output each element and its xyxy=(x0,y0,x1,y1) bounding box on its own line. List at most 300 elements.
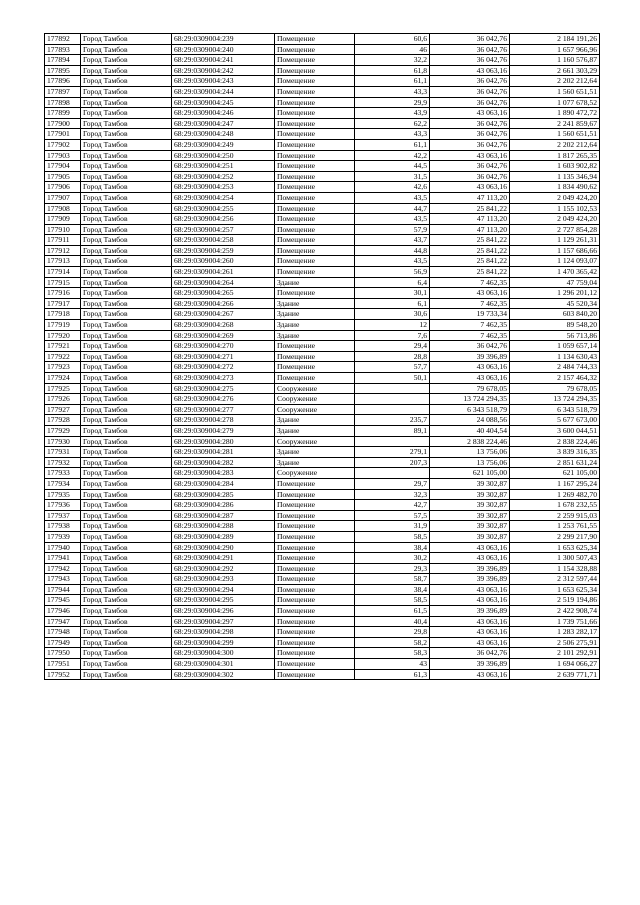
cell-area: 43,3 xyxy=(355,129,430,140)
cell-type: Помещение xyxy=(275,351,355,362)
cell-city: Город Тамбов xyxy=(81,521,172,532)
table-row xyxy=(45,447,600,458)
cell-cadastral: 68:29:0309004:249 xyxy=(172,139,275,150)
table-row xyxy=(45,468,600,479)
cell-cadastral: 68:29:0309004:266 xyxy=(172,298,275,309)
cell-area: 38,4 xyxy=(355,584,430,595)
cell-total: 1 135 346,94 xyxy=(510,171,600,182)
cell-city: Город Тамбов xyxy=(81,192,172,203)
cell-id: 177905 xyxy=(45,171,81,182)
cell-type: Помещение xyxy=(275,65,355,76)
cell-id: 177917 xyxy=(45,298,81,309)
table-row xyxy=(45,383,600,394)
cell-area: 43 xyxy=(355,659,430,670)
cell-total: 2 506 275,91 xyxy=(510,637,600,648)
cell-city: Город Тамбов xyxy=(81,277,172,288)
cell-total: 1 077 678,52 xyxy=(510,97,600,108)
cell-area: 58,7 xyxy=(355,574,430,585)
cell-cadastral: 68:29:0309004:290 xyxy=(172,542,275,553)
table-row xyxy=(45,637,600,648)
cell-price: 39 396,89 xyxy=(430,563,510,574)
table-row xyxy=(45,309,600,320)
table-row xyxy=(45,394,600,405)
table-row xyxy=(45,245,600,256)
cell-cadastral: 68:29:0309004:287 xyxy=(172,510,275,521)
cell-city: Город Тамбов xyxy=(81,659,172,670)
cell-city: Город Тамбов xyxy=(81,320,172,331)
cell-id: 177927 xyxy=(45,404,81,415)
cell-city: Город Тамбов xyxy=(81,150,172,161)
cell-price: 25 841,22 xyxy=(430,203,510,214)
cell-price: 79 678,05 xyxy=(430,383,510,394)
table-row xyxy=(45,224,600,235)
cell-total: 1 124 093,07 xyxy=(510,256,600,267)
cell-total: 1 134 630,43 xyxy=(510,351,600,362)
cell-cadastral: 68:29:0309004:243 xyxy=(172,76,275,87)
cell-cadastral: 68:29:0309004:239 xyxy=(172,34,275,45)
cell-id: 177909 xyxy=(45,214,81,225)
cell-type: Помещение xyxy=(275,648,355,659)
cell-price: 39 302,87 xyxy=(430,521,510,532)
table-row xyxy=(45,320,600,331)
table-row xyxy=(45,362,600,373)
cell-total: 2 422 908,74 xyxy=(510,606,600,617)
cell-total: 2 184 191,26 xyxy=(510,34,600,45)
cell-price: 43 063,16 xyxy=(430,373,510,384)
cell-price: 43 063,16 xyxy=(430,65,510,76)
cell-price: 36 042,76 xyxy=(430,171,510,182)
cell-id: 177901 xyxy=(45,129,81,140)
cell-id: 177923 xyxy=(45,362,81,373)
cell-price: 43 063,16 xyxy=(430,288,510,299)
cell-cadastral: 68:29:0309004:256 xyxy=(172,214,275,225)
cell-total: 1 155 102,53 xyxy=(510,203,600,214)
cell-type: Помещение xyxy=(275,76,355,87)
cell-price: 25 841,22 xyxy=(430,256,510,267)
cell-type: Помещение xyxy=(275,669,355,680)
cell-total: 1 834 490,62 xyxy=(510,182,600,193)
cell-cadastral: 68:29:0309004:294 xyxy=(172,584,275,595)
cell-total: 2 484 744,33 xyxy=(510,362,600,373)
cell-cadastral: 68:29:0309004:298 xyxy=(172,627,275,638)
cell-price: 36 042,76 xyxy=(430,55,510,66)
cell-cadastral: 68:29:0309004:260 xyxy=(172,256,275,267)
cell-total: 2 838 224,46 xyxy=(510,436,600,447)
table-row xyxy=(45,298,600,309)
cell-total: 1 059 657,14 xyxy=(510,341,600,352)
cell-type: Помещение xyxy=(275,245,355,256)
cell-price: 25 841,22 xyxy=(430,245,510,256)
cell-city: Город Тамбов xyxy=(81,574,172,585)
cell-city: Город Тамбов xyxy=(81,383,172,394)
cell-price: 36 042,76 xyxy=(430,44,510,55)
cell-cadastral: 68:29:0309004:240 xyxy=(172,44,275,55)
cell-cadastral: 68:29:0309004:280 xyxy=(172,436,275,447)
cell-total: 2 519 194,86 xyxy=(510,595,600,606)
cell-id: 177943 xyxy=(45,574,81,585)
cell-city: Город Тамбов xyxy=(81,627,172,638)
cell-total: 1 283 282,17 xyxy=(510,627,600,638)
cell-type: Сооружение xyxy=(275,404,355,415)
cell-price: 2 838 224,46 xyxy=(430,436,510,447)
cell-price: 43 063,16 xyxy=(430,584,510,595)
cell-cadastral: 68:29:0309004:261 xyxy=(172,267,275,278)
cell-area: 42,7 xyxy=(355,500,430,511)
cell-id: 177907 xyxy=(45,192,81,203)
cell-price: 39 302,87 xyxy=(430,531,510,542)
cell-id: 177902 xyxy=(45,139,81,150)
cell-id: 177926 xyxy=(45,394,81,405)
table-row xyxy=(45,425,600,436)
cell-total: 2 157 464,32 xyxy=(510,373,600,384)
cell-id: 177911 xyxy=(45,235,81,246)
cell-area: 29,8 xyxy=(355,627,430,638)
cell-total: 1 300 507,43 xyxy=(510,553,600,564)
cell-total: 1 160 576,87 xyxy=(510,55,600,66)
cell-type: Здание xyxy=(275,330,355,341)
cell-cadastral: 68:29:0309004:297 xyxy=(172,616,275,627)
cell-id: 177939 xyxy=(45,531,81,542)
table-row xyxy=(45,171,600,182)
cell-type: Помещение xyxy=(275,341,355,352)
cell-price: 47 113,20 xyxy=(430,224,510,235)
cell-price: 43 063,16 xyxy=(430,542,510,553)
cell-city: Город Тамбов xyxy=(81,235,172,246)
cell-city: Город Тамбов xyxy=(81,224,172,235)
cell-city: Город Тамбов xyxy=(81,309,172,320)
cell-area: 58,3 xyxy=(355,648,430,659)
table-row xyxy=(45,330,600,341)
cell-cadastral: 68:29:0309004:271 xyxy=(172,351,275,362)
cell-id: 177941 xyxy=(45,553,81,564)
cell-city: Город Тамбов xyxy=(81,288,172,299)
table-row xyxy=(45,65,600,76)
cell-type: Помещение xyxy=(275,129,355,140)
table-row xyxy=(45,129,600,140)
cell-id: 177934 xyxy=(45,478,81,489)
cell-area: 235,7 xyxy=(355,415,430,426)
cell-price: 43 063,16 xyxy=(430,669,510,680)
cell-total: 5 677 673,00 xyxy=(510,415,600,426)
cell-type: Здание xyxy=(275,298,355,309)
cell-cadastral: 68:29:0309004:252 xyxy=(172,171,275,182)
cell-price: 36 042,76 xyxy=(430,97,510,108)
cell-total: 2 101 292,91 xyxy=(510,648,600,659)
cell-area: 30,1 xyxy=(355,288,430,299)
cell-city: Город Тамбов xyxy=(81,108,172,119)
cell-id: 177938 xyxy=(45,521,81,532)
cell-type: Помещение xyxy=(275,214,355,225)
cell-price: 43 063,16 xyxy=(430,553,510,564)
cell-cadastral: 68:29:0309004:250 xyxy=(172,150,275,161)
cell-cadastral: 68:29:0309004:246 xyxy=(172,108,275,119)
cell-id: 177936 xyxy=(45,500,81,511)
cell-total: 3 600 044,51 xyxy=(510,425,600,436)
cell-cadastral: 68:29:0309004:272 xyxy=(172,362,275,373)
cell-price: 13 724 294,35 xyxy=(430,394,510,405)
cell-id: 177922 xyxy=(45,351,81,362)
cell-id: 177897 xyxy=(45,86,81,97)
cell-type: Помещение xyxy=(275,108,355,119)
cell-type: Здание xyxy=(275,425,355,436)
cell-city: Город Тамбов xyxy=(81,65,172,76)
cell-total: 79 678,05 xyxy=(510,383,600,394)
table-row xyxy=(45,34,600,45)
cell-total: 1 694 066,27 xyxy=(510,659,600,670)
cell-city: Город Тамбов xyxy=(81,457,172,468)
cell-area xyxy=(355,468,430,479)
cell-id: 177920 xyxy=(45,330,81,341)
cell-area: 43,5 xyxy=(355,192,430,203)
cell-price: 39 396,89 xyxy=(430,574,510,585)
cell-id: 177925 xyxy=(45,383,81,394)
cell-type: Здание xyxy=(275,320,355,331)
cell-type: Помещение xyxy=(275,86,355,97)
cell-area: 43,3 xyxy=(355,86,430,97)
cell-total: 2 049 424,20 xyxy=(510,214,600,225)
cell-city: Город Тамбов xyxy=(81,118,172,129)
cell-type: Помещение xyxy=(275,521,355,532)
cell-price: 43 063,16 xyxy=(430,616,510,627)
cell-total: 1 269 482,70 xyxy=(510,489,600,500)
cell-cadastral: 68:29:0309004:268 xyxy=(172,320,275,331)
table-row xyxy=(45,510,600,521)
cell-id: 177906 xyxy=(45,182,81,193)
cell-price: 43 063,16 xyxy=(430,108,510,119)
cell-price: 47 113,20 xyxy=(430,192,510,203)
cell-area: 7,6 xyxy=(355,330,430,341)
cell-id: 177932 xyxy=(45,457,81,468)
cell-cadastral: 68:29:0309004:264 xyxy=(172,277,275,288)
cell-price: 7 462,35 xyxy=(430,320,510,331)
cell-area: 61,3 xyxy=(355,669,430,680)
cell-type: Помещение xyxy=(275,192,355,203)
cell-cadastral: 68:29:0309004:258 xyxy=(172,235,275,246)
cell-id: 177910 xyxy=(45,224,81,235)
cell-total: 2 049 424,20 xyxy=(510,192,600,203)
cell-city: Город Тамбов xyxy=(81,129,172,140)
cell-price: 47 113,20 xyxy=(430,214,510,225)
cell-total: 1 157 686,66 xyxy=(510,245,600,256)
cell-id: 177946 xyxy=(45,606,81,617)
cell-price: 13 756,06 xyxy=(430,447,510,458)
cell-type: Здание xyxy=(275,415,355,426)
cell-area xyxy=(355,404,430,415)
table-row xyxy=(45,584,600,595)
cell-id: 177930 xyxy=(45,436,81,447)
cell-price: 621 105,00 xyxy=(430,468,510,479)
table-row xyxy=(45,648,600,659)
cell-price: 36 042,76 xyxy=(430,161,510,172)
cell-area xyxy=(355,436,430,447)
cell-total: 1 739 751,66 xyxy=(510,616,600,627)
cell-type: Помещение xyxy=(275,574,355,585)
table-row xyxy=(45,436,600,447)
cell-total: 45 520,34 xyxy=(510,298,600,309)
table-row xyxy=(45,489,600,500)
cell-id: 177937 xyxy=(45,510,81,521)
cell-id: 177945 xyxy=(45,595,81,606)
table-row xyxy=(45,478,600,489)
table-row xyxy=(45,267,600,278)
cell-city: Город Тамбов xyxy=(81,394,172,405)
cell-type: Помещение xyxy=(275,161,355,172)
cell-city: Город Тамбов xyxy=(81,44,172,55)
cell-area: 30,6 xyxy=(355,309,430,320)
cell-area: 42,6 xyxy=(355,182,430,193)
cell-price: 36 042,76 xyxy=(430,341,510,352)
cell-city: Город Тамбов xyxy=(81,584,172,595)
cell-price: 36 042,76 xyxy=(430,648,510,659)
cell-total: 1 603 902,82 xyxy=(510,161,600,172)
cell-total: 603 840,20 xyxy=(510,309,600,320)
cell-city: Город Тамбов xyxy=(81,489,172,500)
cell-type: Помещение xyxy=(275,55,355,66)
cell-price: 36 042,76 xyxy=(430,139,510,150)
cell-id: 177892 xyxy=(45,34,81,45)
cell-id: 177893 xyxy=(45,44,81,55)
table-row xyxy=(45,500,600,511)
cell-id: 177944 xyxy=(45,584,81,595)
cell-id: 177900 xyxy=(45,118,81,129)
cell-city: Город Тамбов xyxy=(81,531,172,542)
cell-total: 621 105,00 xyxy=(510,468,600,479)
table-row xyxy=(45,161,600,172)
cell-area: 62,2 xyxy=(355,118,430,129)
cell-type: Здание xyxy=(275,457,355,468)
cell-price: 13 756,06 xyxy=(430,457,510,468)
table-row xyxy=(45,616,600,627)
cell-city: Город Тамбов xyxy=(81,161,172,172)
cell-cadastral: 68:29:0309004:277 xyxy=(172,404,275,415)
cell-cadastral: 68:29:0309004:291 xyxy=(172,553,275,564)
cell-cadastral: 68:29:0309004:242 xyxy=(172,65,275,76)
cell-city: Город Тамбов xyxy=(81,648,172,659)
cell-total: 2 661 303,29 xyxy=(510,65,600,76)
cell-id: 177894 xyxy=(45,55,81,66)
cell-area: 29,3 xyxy=(355,563,430,574)
table-row xyxy=(45,277,600,288)
table-row xyxy=(45,415,600,426)
cell-cadastral: 68:29:0309004:288 xyxy=(172,521,275,532)
cell-area: 29,4 xyxy=(355,341,430,352)
cell-area: 32,3 xyxy=(355,489,430,500)
cell-price: 43 063,16 xyxy=(430,182,510,193)
cell-price: 39 302,87 xyxy=(430,500,510,511)
cell-cadastral: 68:29:0309004:267 xyxy=(172,309,275,320)
cell-price: 39 396,89 xyxy=(430,351,510,362)
cell-type: Помещение xyxy=(275,542,355,553)
cell-city: Город Тамбов xyxy=(81,510,172,521)
cell-total: 1 253 761,55 xyxy=(510,521,600,532)
cell-cadastral: 68:29:0309004:282 xyxy=(172,457,275,468)
cell-area: 58,5 xyxy=(355,595,430,606)
table-row xyxy=(45,521,600,532)
cell-cadastral: 68:29:0309004:296 xyxy=(172,606,275,617)
cell-id: 177950 xyxy=(45,648,81,659)
cell-area: 58,5 xyxy=(355,531,430,542)
cell-price: 43 063,16 xyxy=(430,150,510,161)
cell-type: Помещение xyxy=(275,235,355,246)
cell-city: Город Тамбов xyxy=(81,447,172,458)
cell-city: Город Тамбов xyxy=(81,182,172,193)
cell-price: 40 404,54 xyxy=(430,425,510,436)
cell-type: Помещение xyxy=(275,203,355,214)
cell-total: 2 299 217,90 xyxy=(510,531,600,542)
cell-price: 36 042,76 xyxy=(430,76,510,87)
table-row xyxy=(45,256,600,267)
cell-city: Город Тамбов xyxy=(81,478,172,489)
cell-area: 50,1 xyxy=(355,373,430,384)
cell-id: 177931 xyxy=(45,447,81,458)
cell-id: 177914 xyxy=(45,267,81,278)
cell-city: Город Тамбов xyxy=(81,468,172,479)
cell-id: 177903 xyxy=(45,150,81,161)
table-row xyxy=(45,76,600,87)
cell-total: 2 639 771,71 xyxy=(510,669,600,680)
cell-area: 42,2 xyxy=(355,150,430,161)
cell-cadastral: 68:29:0309004:248 xyxy=(172,129,275,140)
cell-city: Город Тамбов xyxy=(81,55,172,66)
cell-total: 1 296 201,12 xyxy=(510,288,600,299)
table-row xyxy=(45,669,600,680)
cell-city: Город Тамбов xyxy=(81,436,172,447)
cell-price: 43 063,16 xyxy=(430,362,510,373)
cell-area: 207,3 xyxy=(355,457,430,468)
cell-city: Город Тамбов xyxy=(81,563,172,574)
cell-area xyxy=(355,394,430,405)
cell-type: Помещение xyxy=(275,563,355,574)
cell-price: 24 088,56 xyxy=(430,415,510,426)
cell-id: 177933 xyxy=(45,468,81,479)
cell-cadastral: 68:29:0309004:251 xyxy=(172,161,275,172)
table-row xyxy=(45,139,600,150)
cell-cadastral: 68:29:0309004:285 xyxy=(172,489,275,500)
table-row xyxy=(45,606,600,617)
cell-total: 1 560 651,51 xyxy=(510,86,600,97)
cell-total: 1 129 261,31 xyxy=(510,235,600,246)
cell-area: 43,5 xyxy=(355,256,430,267)
table-row xyxy=(45,55,600,66)
cell-id: 177916 xyxy=(45,288,81,299)
table-row xyxy=(45,457,600,468)
cell-type: Помещение xyxy=(275,553,355,564)
cell-id: 177928 xyxy=(45,415,81,426)
table-row xyxy=(45,288,600,299)
cell-area: 43,5 xyxy=(355,214,430,225)
table-row xyxy=(45,97,600,108)
cell-area: 12 xyxy=(355,320,430,331)
cell-cadastral: 68:29:0309004:265 xyxy=(172,288,275,299)
cell-cadastral: 68:29:0309004:301 xyxy=(172,659,275,670)
cell-area: 32,2 xyxy=(355,55,430,66)
cell-id: 177919 xyxy=(45,320,81,331)
table-row xyxy=(45,203,600,214)
cell-city: Город Тамбов xyxy=(81,34,172,45)
cell-total: 13 724 294,35 xyxy=(510,394,600,405)
cell-city: Город Тамбов xyxy=(81,500,172,511)
cell-total: 2 241 859,67 xyxy=(510,118,600,129)
cell-id: 177898 xyxy=(45,97,81,108)
cell-area: 57,7 xyxy=(355,362,430,373)
cell-cadastral: 68:29:0309004:299 xyxy=(172,637,275,648)
cell-city: Город Тамбов xyxy=(81,351,172,362)
cell-city: Город Тамбов xyxy=(81,425,172,436)
cell-total: 1 817 265,35 xyxy=(510,150,600,161)
cell-city: Город Тамбов xyxy=(81,256,172,267)
cell-id: 177951 xyxy=(45,659,81,670)
cell-city: Город Тамбов xyxy=(81,76,172,87)
